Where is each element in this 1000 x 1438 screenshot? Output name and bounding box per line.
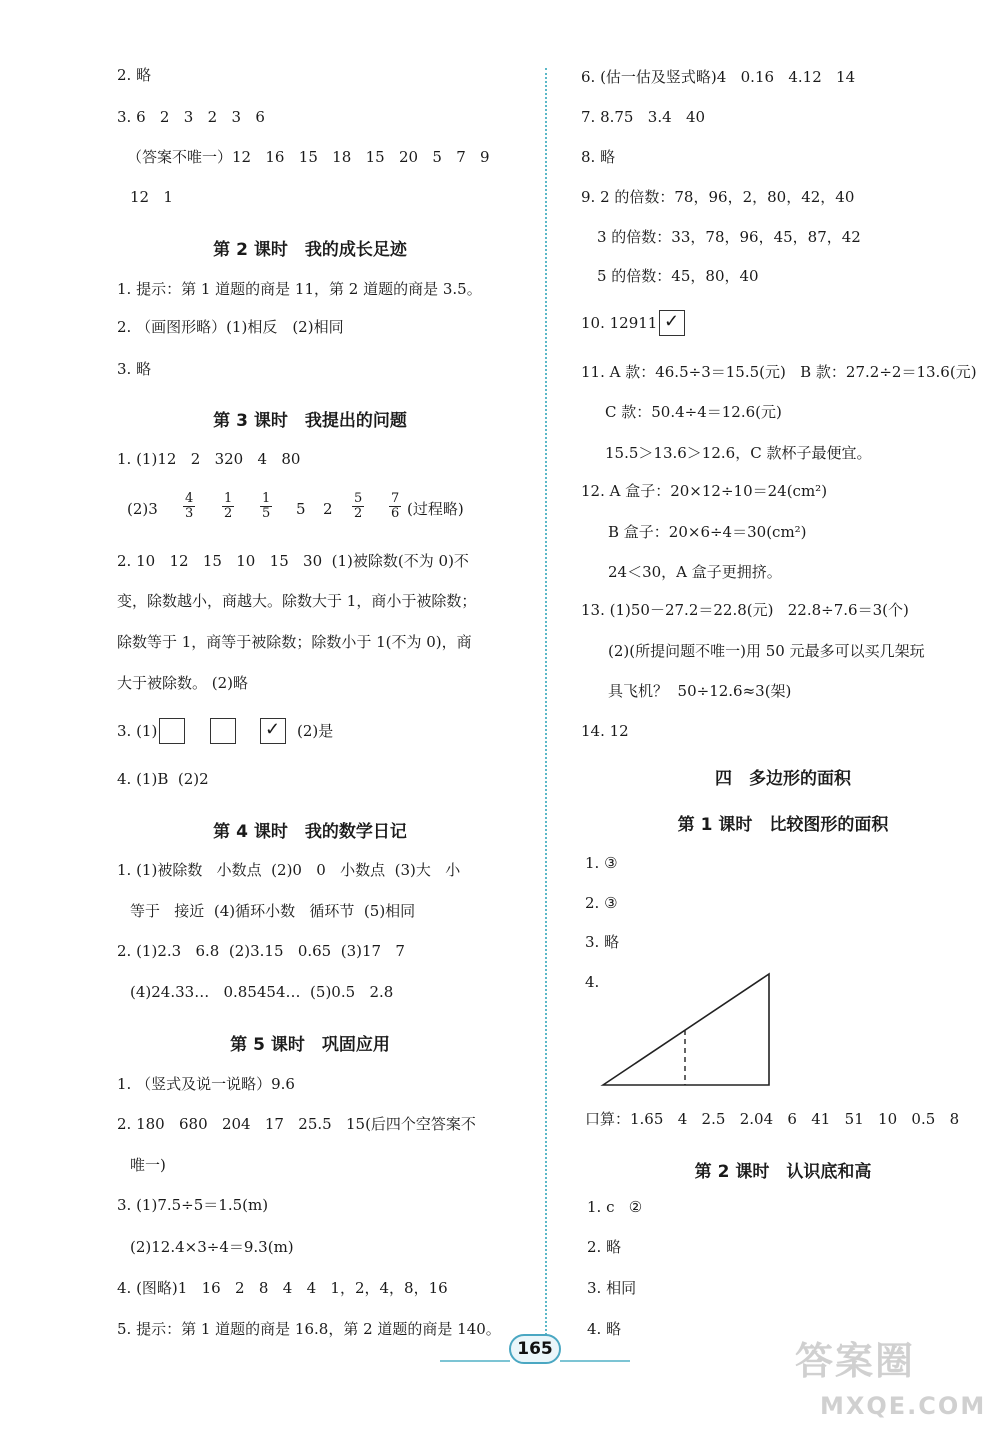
answer-line: 8. 略	[581, 148, 616, 166]
answer-line: 等于 接近 (4)循环小数 循环节 (5)相同	[130, 902, 416, 920]
answer-line: 2. 180 680 204 17 25.5 15(后四个空答案不	[117, 1115, 476, 1133]
answer-line: 2. 略	[587, 1238, 622, 1256]
answer-line: 3. 略	[585, 933, 620, 951]
answer-line: 1. (1)12 2 320 4 80	[117, 450, 301, 468]
section-heading: 第 2 课时 我的成长足迹	[213, 240, 407, 260]
answer-line: 4.	[585, 973, 600, 991]
answer-line: 12. A 盒子：20×12÷10＝24(cm²)	[581, 482, 828, 500]
answer-text: (过程略)	[407, 500, 464, 518]
answer-line: 24＜30，A 盒子更拥挤。	[608, 563, 782, 581]
check-icon: ✓	[265, 719, 281, 740]
answer-line: 4. (图略)1 16 2 8 4 4 1，2，4，8，16	[117, 1279, 448, 1297]
fraction-denominator: 2	[354, 505, 363, 521]
fraction	[260, 492, 272, 520]
answer-line: B 盒子：20×6÷4＝30(cm²)	[608, 523, 807, 541]
answer-text: 2	[323, 500, 333, 518]
answer-line: 5 的倍数：45，80，40	[597, 267, 759, 285]
answer-line: 6. (估一估及竖式略)4 0.16 4.12 14	[581, 68, 856, 86]
fraction-numerator: 5	[354, 491, 363, 506]
watermark-url: MXQE.COM	[820, 1392, 987, 1420]
page-number-bar-left	[440, 1360, 510, 1362]
answer-text: (2)是	[297, 722, 334, 740]
fraction	[389, 492, 401, 520]
fraction-denominator: 2	[224, 505, 233, 521]
answer-line: 2. （画图形略）(1)相反 (2)相同	[117, 318, 344, 336]
answer-text: 5	[296, 500, 306, 518]
unit-heading: 四 多边形的面积	[715, 769, 851, 789]
answer-box	[210, 718, 236, 744]
fraction-numerator: 1	[262, 491, 271, 506]
answer-line: 3. 6 2 3 2 3 6	[117, 108, 265, 126]
fraction	[222, 492, 234, 520]
answer-line: 1. 提示：第 1 道题的商是 11，第 2 道题的商是 3.5。	[117, 280, 482, 298]
check-icon: ✓	[664, 311, 680, 332]
answer-line: （答案不唯一）12 16 15 18 15 20 5 7 9	[127, 148, 490, 166]
fraction-denominator: 6	[391, 505, 400, 521]
page-number: 165	[509, 1334, 561, 1364]
answer-line: 1. （竖式及说一说略）9.6	[117, 1075, 295, 1093]
answer-line: 1. c ②	[587, 1198, 643, 1216]
section-heading: 第 2 课时 认识底和高	[694, 1162, 872, 1182]
answer-line: 3. 相同	[587, 1279, 637, 1297]
fraction	[352, 492, 364, 520]
fraction-numerator: 4	[185, 491, 194, 506]
page-number-bar-right	[560, 1360, 630, 1362]
answer-line: 2. ③	[585, 894, 618, 912]
answer-line: 4. 略	[587, 1320, 622, 1338]
answer-line: (2)(所提问题不唯一)用 50 元最多可以买几架玩	[608, 642, 925, 660]
section-heading: 第 1 课时 比较图形的面积	[677, 815, 889, 835]
watermark-logo: 答案圈	[795, 1339, 916, 1383]
answer-line: 变，除数越小，商越大。除数大于 1，商小于被除数；	[117, 592, 477, 610]
answer-line: 1. (1)被除数 小数点 (2)0 0 小数点 (3)大 小	[117, 861, 461, 879]
answer-line: 4. (1)B (2)2	[117, 770, 209, 788]
fraction-denominator: 3	[185, 505, 194, 521]
fraction-numerator: 7	[391, 491, 400, 506]
fraction-numerator: 1	[224, 491, 233, 506]
answer-line: (4)24.33… 0.85454… (5)0.5 2.8	[130, 983, 394, 1001]
triangle-outline	[603, 974, 769, 1085]
answer-line: 2. 略	[117, 66, 152, 84]
answer-line: 9. 2 的倍数：78，96，2，80，42，40	[581, 188, 855, 206]
answer-line: 1. ③	[585, 854, 618, 872]
answer-line: 3. 略	[117, 360, 152, 378]
section-heading: 第 3 课时 我提出的问题	[213, 411, 407, 431]
section-heading: 第 5 课时 巩固应用	[230, 1035, 390, 1055]
fraction	[183, 492, 195, 520]
column-divider	[545, 68, 547, 1343]
right-triangle-figure	[598, 968, 778, 1090]
answer-line: 2. 10 12 15 10 15 30 (1)被除数(不为 0)不	[117, 552, 469, 570]
answer-line: 15.5＞13.6＞12.6，C 款杯子最便宜。	[605, 444, 872, 462]
answer-line: 大于被除数。 (2)略	[117, 674, 249, 692]
fraction-denominator: 5	[262, 505, 271, 521]
answer-line: 11. A 款：46.5÷3＝15.5(元) B 款：27.2÷2＝13.6(元)	[581, 363, 977, 381]
answer-line: 7. 8.75 3.4 40	[581, 108, 706, 126]
answer-line: 具飞机？ 50÷12.6≈3(架)	[608, 682, 792, 700]
answer-text: (2)3	[127, 500, 158, 518]
answer-box	[159, 718, 185, 744]
answer-line: 14. 12	[581, 722, 629, 740]
answer-line: 唯一)	[130, 1156, 166, 1174]
answer-text: 3. (1)	[117, 722, 158, 740]
section-heading: 第 4 课时 我的数学日记	[213, 822, 407, 842]
answer-line: C 款：50.4÷4＝12.6(元)	[605, 403, 782, 421]
oral-calc-line: 口算：1.65 4 2.5 2.04 6 41 51 10 0.5 8	[585, 1110, 960, 1128]
answer-line: 12 1	[130, 188, 173, 206]
answer-line: 除数等于 1，商等于被除数；除数小于 1(不为 0)，商	[117, 633, 472, 651]
answer-line: (2)12.4×3÷4＝9.3(m)	[130, 1238, 294, 1256]
answer-line: 3 的倍数：33，78，96，45，87，42	[597, 228, 861, 246]
answer-line: 2. (1)2.3 6.8 (2)3.15 0.65 (3)17 7	[117, 942, 405, 960]
answer-line: 5. 提示：第 1 道题的商是 16.8，第 2 道题的商是 140。	[117, 1320, 501, 1338]
answer-line: 13. (1)50－27.2＝22.8(元) 22.8÷7.6＝3(个)	[581, 601, 909, 619]
answer-text: 10. 12911	[581, 314, 658, 332]
answer-line: 3. (1)7.5÷5＝1.5(m)	[117, 1196, 269, 1214]
